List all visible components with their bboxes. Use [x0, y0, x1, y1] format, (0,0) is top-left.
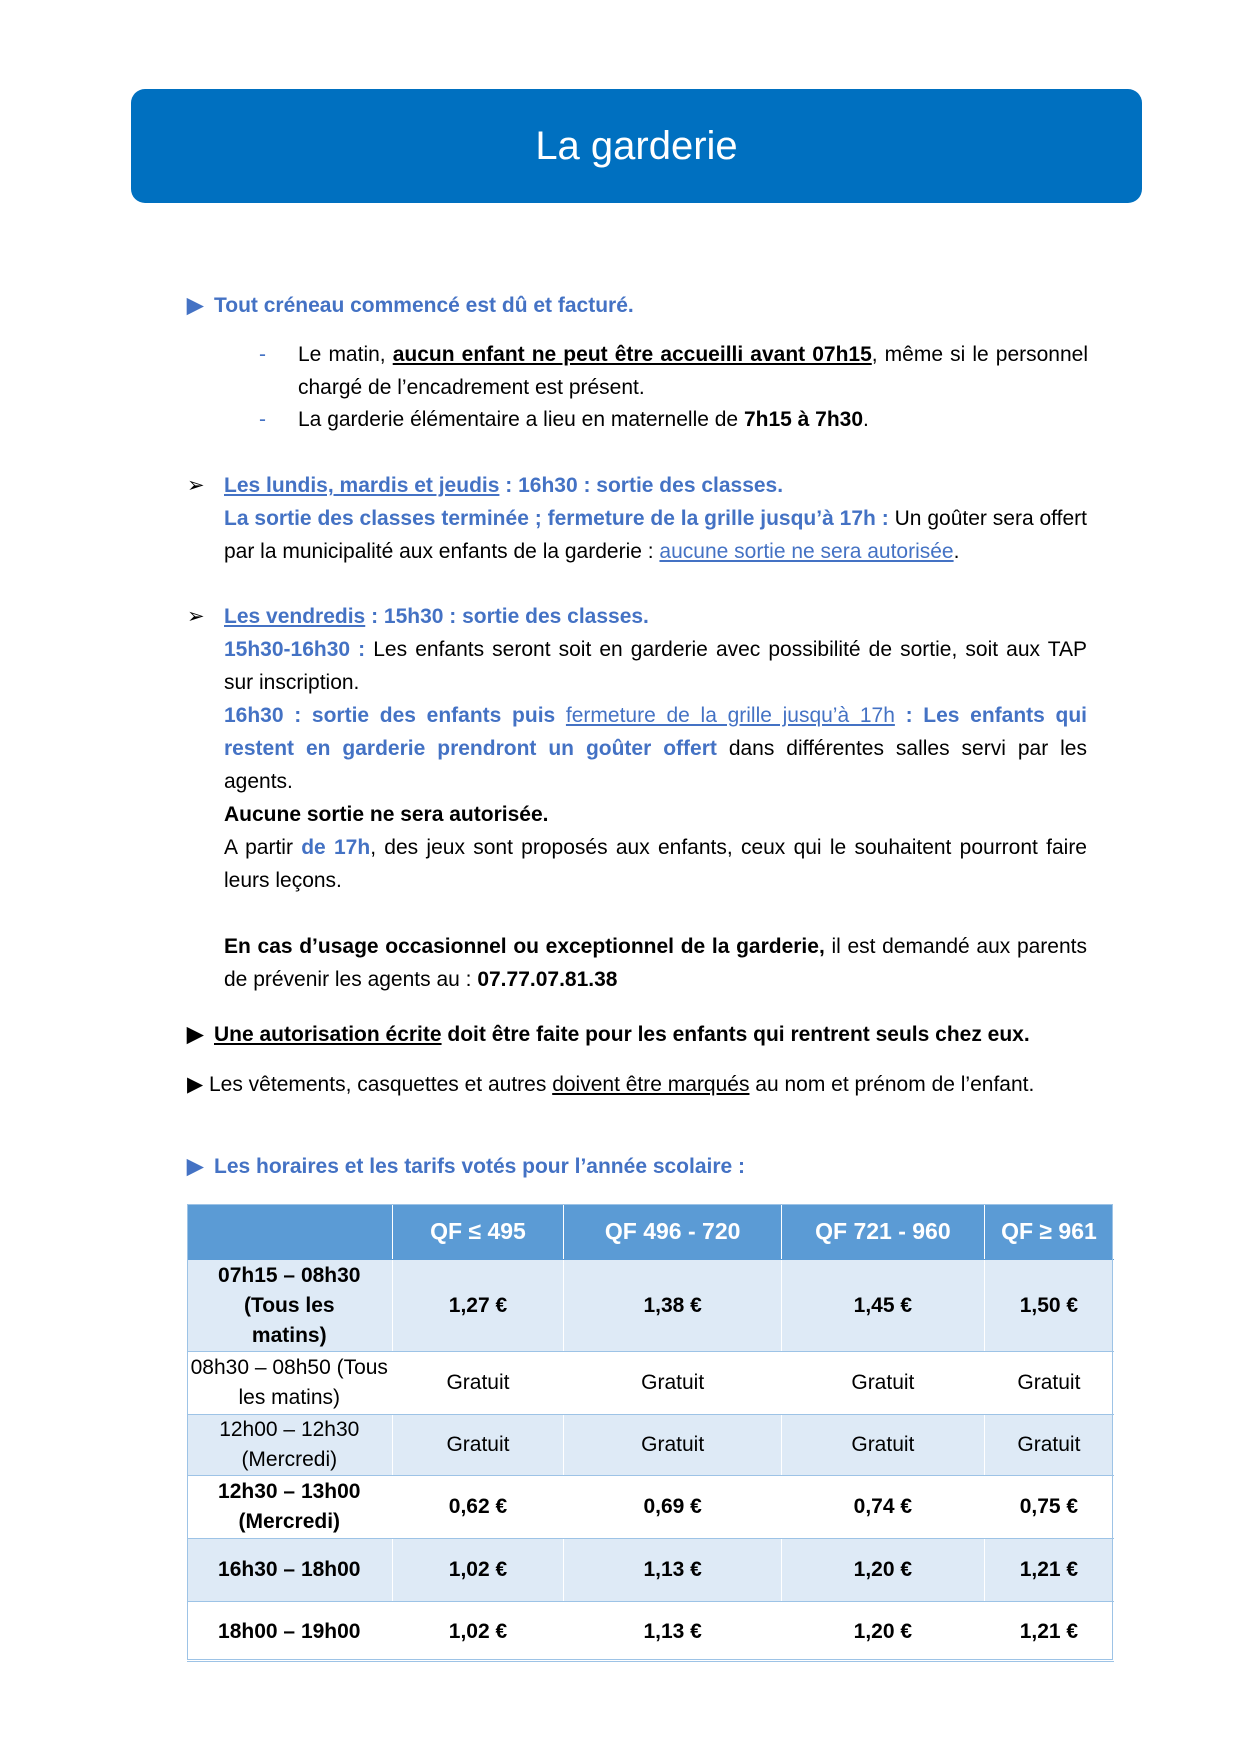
morning-rule-1: Le matin, aucun enfant ne peut être accueilli avant 07h15, même si le personnel chargé de l’encadrement est présent. [298, 343, 1089, 399]
price-cell: 1,13 € [564, 1539, 782, 1602]
time-slot-cell: 08h30 – 08h50 (Tous les matins) [187, 1352, 392, 1415]
bullet-billing [187, 289, 634, 322]
lundi-text: La sortie des classes terminée ; fermeture de la grille jusqu’à 17h : Un goûter sera offert par la municipalité aux enfants de la garderie : aucune sortie ne sera autorisée. [224, 507, 1087, 563]
table-row [187, 1539, 1114, 1602]
price-cell: 0,69 € [564, 1476, 782, 1539]
time-slot-cell: 18h00 – 19h00 [187, 1602, 392, 1662]
billing-text: Tout créneau commencé est dû et facturé. [214, 294, 634, 317]
price-cell: 1,38 € [564, 1260, 782, 1352]
table-row [187, 1352, 1114, 1415]
blue-triangle-icon: ▶ [187, 294, 204, 317]
table-header-row [187, 1204, 1114, 1260]
price-cell: 1,02 € [392, 1539, 564, 1602]
table-row [187, 1260, 1114, 1352]
price-cell: 0,75 € [984, 1476, 1113, 1539]
vendredi-p4: A partir de 17h, des jeux sont proposés aux enfants, ceux qui le souhaitent pourront faire leurs leçons. [224, 836, 1087, 892]
price-cell: 0,62 € [392, 1476, 564, 1539]
price-cell: 1,45 € [781, 1260, 984, 1352]
price-cell: 1,20 € [781, 1539, 984, 1602]
title-banner [131, 89, 1142, 203]
vendredi-p2: 16h30 : sortie des enfants puis fermeture de la grille jusqu’à 17h : Les enfants qui restent en garderie prendront un goûter offert dans différentes salles servi par les agents. [224, 704, 1088, 793]
dash-marker: - [259, 408, 266, 431]
arrowhead-bullet-icon: ➢ [187, 474, 205, 497]
bullet-authorization: ▶ Une autorisation écrite doit être faite pour les enfants qui rentrent seuls chez eux. [187, 1018, 1030, 1051]
table-header-cell: QF 496 - 720 [564, 1204, 782, 1260]
price-cell: 1,02 € [392, 1602, 564, 1662]
price-cell: 1,13 € [564, 1602, 782, 1662]
table-row [187, 1415, 1114, 1476]
table-row [187, 1602, 1114, 1662]
table-row [187, 1476, 1114, 1539]
price-cell: Gratuit [392, 1352, 564, 1415]
dash-marker: - [259, 343, 266, 366]
table-header-cell: QF ≥ 961 [984, 1204, 1113, 1260]
price-cell: 1,21 € [984, 1539, 1113, 1602]
morning-rule-2: La garderie élémentaire a lieu en maternelle de 7h15 à 7h30. [298, 408, 869, 431]
price-cell: 1,21 € [984, 1602, 1113, 1662]
time-slot-cell: 12h00 – 12h30 (Mercredi) [187, 1415, 392, 1476]
price-cell: Gratuit [564, 1352, 782, 1415]
vendredi-p1: 15h30-16h30 : Les enfants seront soit en garderie avec possibilité de sortie, soit aux TAP sur inscription. [224, 638, 1087, 694]
table-header-cell: QF ≤ 495 [392, 1204, 564, 1260]
price-cell: 1,50 € [984, 1260, 1113, 1352]
black-triangle-icon: ▶ [187, 1073, 204, 1096]
price-cell: Gratuit [781, 1352, 984, 1415]
table-header-cell: QF 721 - 960 [781, 1204, 984, 1260]
table-header-cell [187, 1204, 392, 1260]
lundi-heading: Les lundis, mardis et jeudis : 16h30 : sortie des classes. [224, 474, 784, 497]
black-triangle-icon: ▶ [187, 1023, 204, 1046]
price-cell: Gratuit [984, 1415, 1113, 1476]
vendredi-heading: Les vendredis : 15h30 : sortie des classes. [224, 605, 649, 628]
blue-triangle-icon: ▶ [187, 1155, 204, 1178]
price-cell: Gratuit [984, 1352, 1113, 1415]
time-slot-cell: 16h30 – 18h00 [187, 1539, 392, 1602]
price-cell: Gratuit [564, 1415, 782, 1476]
price-cell: Gratuit [781, 1415, 984, 1476]
arrowhead-bullet-icon: ➢ [187, 605, 205, 628]
vendredi-p5: En cas d’usage occasionnel ou exceptionnel de la garderie, il est demandé aux parents de prévenir les agents au : 07.77.07.81.38 [224, 935, 1087, 991]
page-title: La garderie [535, 123, 738, 168]
vendredi-p3: Aucune sortie ne sera autorisée. [224, 803, 549, 826]
time-slot-cell: 07h15 – 08h30 (Tous les matins) [187, 1260, 392, 1352]
bullet-clothing: ▶ Les vêtements, casquettes et autres doivent être marqués au nom et prénom de l’enfant. [187, 1073, 1035, 1096]
price-cell: 1,20 € [781, 1602, 984, 1662]
bullet-schedule: ▶ Les horaires et les tarifs votés pour l’année scolaire : [187, 1150, 745, 1183]
price-cell: Gratuit [392, 1415, 564, 1476]
time-slot-cell: 12h30 – 13h00 (Mercredi) [187, 1476, 392, 1539]
price-cell: 0,74 € [781, 1476, 984, 1539]
rates-table [187, 1204, 1114, 1662]
price-cell: 1,27 € [392, 1260, 564, 1352]
